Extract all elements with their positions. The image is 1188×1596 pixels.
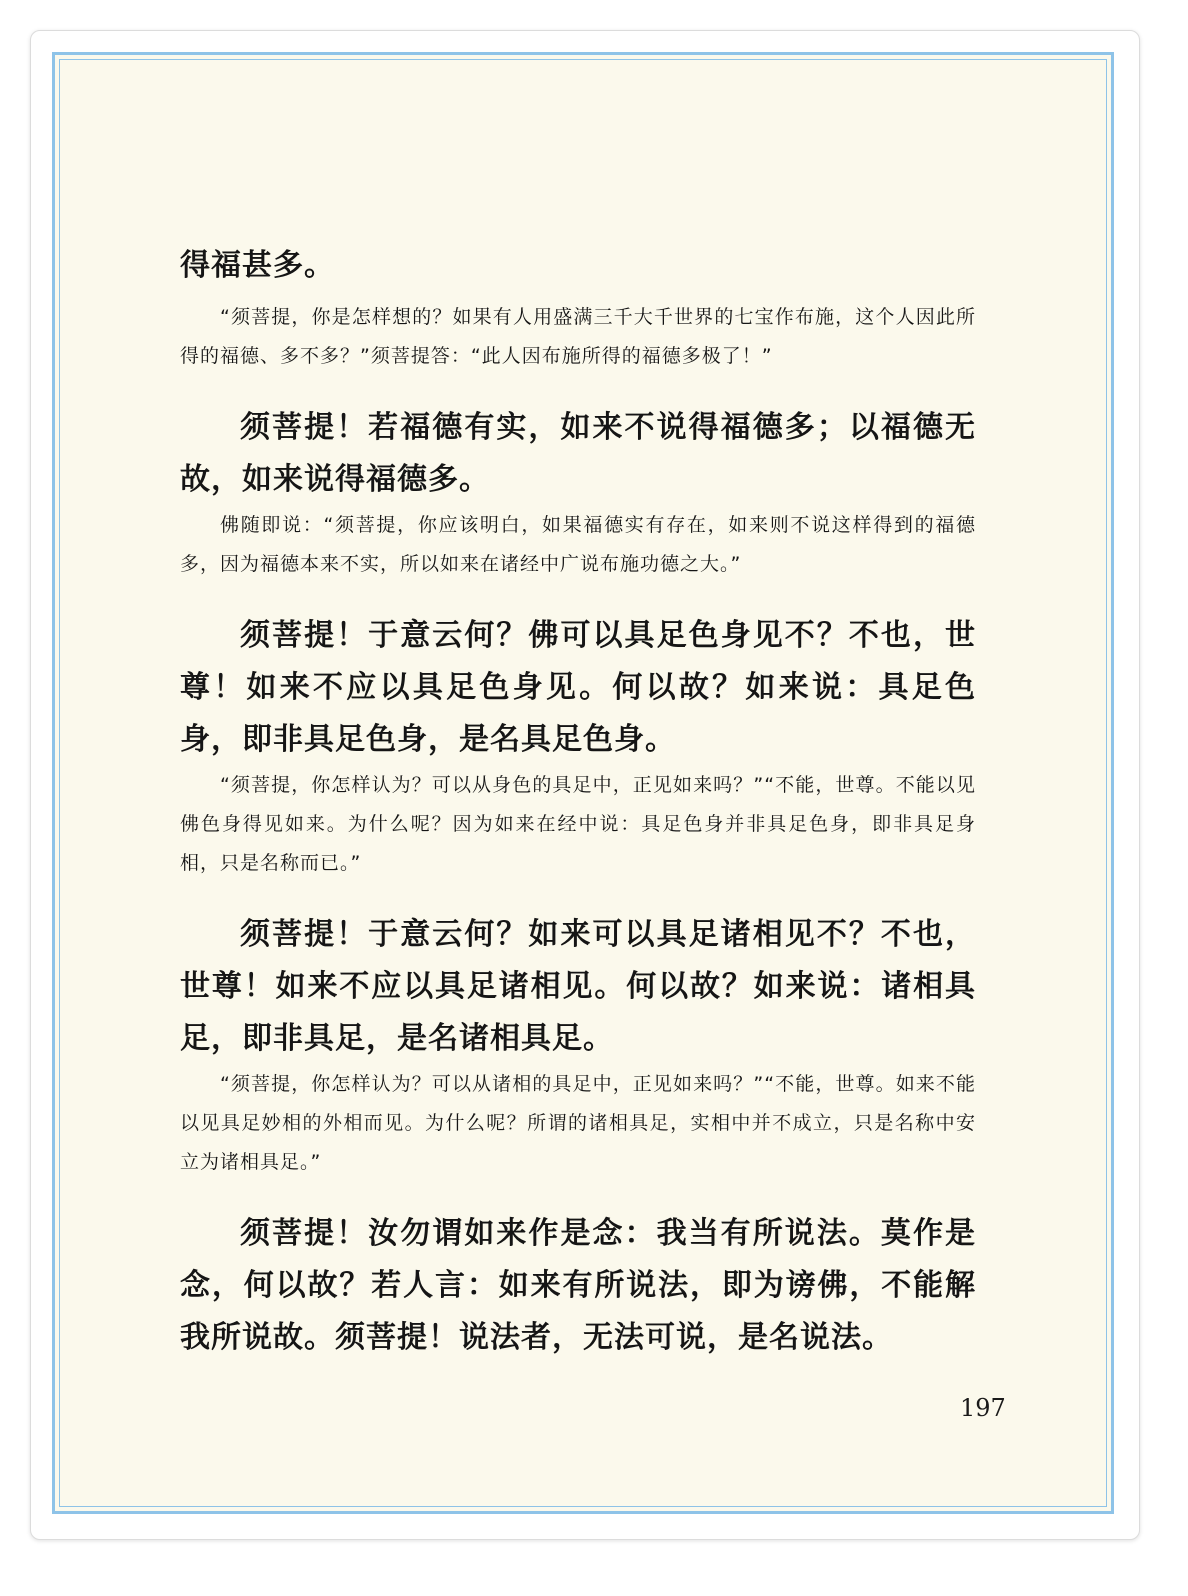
scripture-verse: 须菩提！于意云何？佛可以具足色身见不？不也，世尊！如来不应以具足色身见。何以故？如来说：具足色身，即非具足色身，是名具足色身。 — [180, 618, 976, 757]
spacer — [180, 376, 976, 402]
spacer — [180, 1182, 976, 1208]
scripture-verse: 须菩提！汝勿谓如来作是念：我当有所说法。莫作是念，何以故？若人言：如来有所说法，即为谤佛，不能解我所说故。须菩提！说法者，无法可说，是名说法。 — [180, 1216, 976, 1355]
translation-note: “须菩提，你是怎样想的？如果有人用盛满三千大千世界的七宝作布施，这个人因此所得的福德、多不多？”须菩提答：“此人因布施所得的福德多极了！” — [180, 306, 976, 367]
scripture-verse: 须菩提！于意云何？如来可以具足诸相见不？不也，世尊！如来不应以具足诸相见。何以故？如来说：诸相具足，即非具足，是名诸相具足。 — [180, 917, 976, 1056]
scripture-verse: 须菩提！若福德有实，如来不说得福德多；以福德无故，如来说得福德多。 — [180, 410, 976, 497]
page-body — [180, 240, 976, 1364]
translation-note: 佛随即说：“须菩提，你应该明白，如果福德实有存在，如来则不说这样得到的福德多，因为福德本来不实，所以如来在诸经中广说布施功德之大。” — [180, 514, 976, 575]
scripture-verse: 得福甚多。 — [180, 248, 335, 283]
spacer — [180, 883, 976, 909]
page-number: 197 — [960, 1394, 1006, 1422]
spacer — [180, 584, 976, 610]
translation-note: “须菩提，你怎样认为？可以从身色的具足中，正见如来吗？”“不能，世尊。不能以见佛色身得见如来。为什么呢？因为如来在经中说：具足色身并非具足色身，即非具足身相，只是名称而已。” — [180, 774, 976, 874]
translation-note: “须菩提，你怎样认为？可以从诸相的具足中，正见如来吗？”“不能，世尊。如来不能以见具足妙相的外相而见。为什么呢？所谓的诸相具足，实相中并不成立，只是名称中安立为诸相具足。” — [180, 1073, 976, 1173]
